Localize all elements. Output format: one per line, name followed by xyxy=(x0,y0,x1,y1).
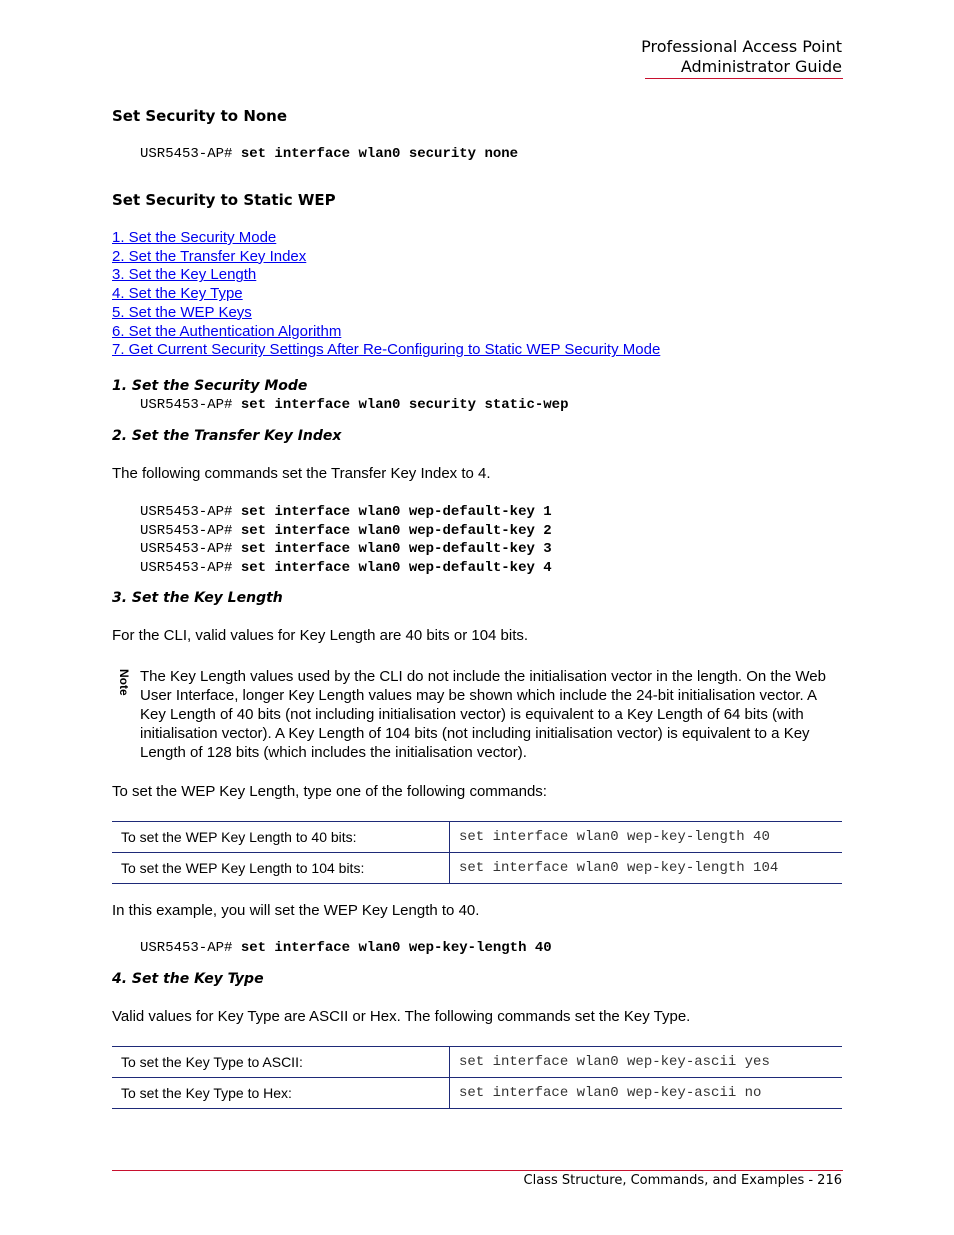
table-cell-label: To set the WEP Key Length to 104 bits: xyxy=(112,853,450,884)
heading-step2: 2. Set the Transfer Key Index xyxy=(112,428,342,444)
table-row xyxy=(112,822,842,853)
table-cell-command: set interface wlan0 wep-key-ascii yes xyxy=(450,1047,843,1078)
code-line xyxy=(140,540,552,559)
table-cell-command: set interface wlan0 wep-key-length 104 xyxy=(450,853,843,884)
cli-prompt: USR5453-AP# xyxy=(140,504,233,520)
step3-text3: In this example, you will set the WEP Key Length to 40. xyxy=(112,902,480,919)
table-cell-label: To set the Key Type to Hex: xyxy=(112,1078,450,1109)
code-line xyxy=(140,503,552,522)
cli-command: set interface wlan0 wep-default-key 3 xyxy=(240,541,552,558)
cli-prompt: USR5453-AP# xyxy=(140,397,233,413)
cli-command: set interface wlan0 wep-default-key 2 xyxy=(240,522,552,539)
cli-prompt: USR5453-AP# xyxy=(140,560,233,577)
header-rule xyxy=(645,78,843,79)
toc-link-auth-algorithm[interactable]: 6. Set the Authentication Algorithm xyxy=(112,322,342,340)
toc-link-key-type[interactable]: 4. Set the Key Type xyxy=(112,285,243,303)
footer-rule xyxy=(112,1170,843,1171)
cli-prompt: USR5453-AP# xyxy=(140,146,233,162)
table-row xyxy=(112,1047,842,1078)
cli-command: set interface wlan0 wep-key-length 40 xyxy=(240,940,552,956)
toc-link-current-settings[interactable]: 7. Get Current Security Settings After Re-Configuring to Static WEP Security Mode xyxy=(112,341,661,359)
cli-command: set interface wlan0 security static-wep xyxy=(240,397,569,413)
step3-text: For the CLI, valid values for Key Length are 40 bits or 104 bits. xyxy=(112,627,529,644)
step2-text: The following commands set the Transfer Key Index to 4. xyxy=(112,465,491,482)
cli-command: set interface wlan0 security none xyxy=(240,146,519,162)
table-cell-command: set interface wlan0 wep-key-length 40 xyxy=(450,822,843,853)
toc-links xyxy=(112,229,660,360)
page-footer: Class Structure, Commands, and Examples - 216 xyxy=(523,1173,842,1188)
key-length-table xyxy=(112,821,842,884)
header-title-line2: Administrator Guide xyxy=(680,57,842,76)
page-header xyxy=(641,37,842,77)
cli-prompt: USR5453-AP# xyxy=(140,522,233,539)
note-label: Note xyxy=(117,669,131,696)
key-type-table xyxy=(112,1046,842,1109)
toc-link-transfer-key-index[interactable]: 2. Set the Transfer Key Index xyxy=(112,247,307,265)
code-step1 xyxy=(140,397,568,413)
table-cell-label: To set the WEP Key Length to 40 bits: xyxy=(112,822,450,853)
table-row xyxy=(112,1078,842,1109)
toc-link-key-length[interactable]: 3. Set the Key Length xyxy=(112,266,257,284)
code-step3 xyxy=(140,940,552,956)
header-title-line1: Professional Access Point xyxy=(641,37,842,56)
heading-step4: 4. Set the Key Type xyxy=(112,971,264,987)
table-cell-label: To set the Key Type to ASCII: xyxy=(112,1047,450,1078)
heading-static-wep: Set Security to Static WEP xyxy=(112,191,336,209)
toc-link-security-mode[interactable]: 1. Set the Security Mode xyxy=(112,229,277,246)
cli-command: set interface wlan0 wep-default-key 4 xyxy=(240,560,552,577)
heading-step3: 3. Set the Key Length xyxy=(112,590,283,606)
code-line xyxy=(140,559,552,578)
cli-prompt: USR5453-AP# xyxy=(140,541,233,558)
code-step2 xyxy=(140,503,552,578)
table-row xyxy=(112,853,842,884)
heading-step1: 1. Set the Security Mode xyxy=(112,378,308,394)
cli-prompt: USR5453-AP# xyxy=(140,940,233,956)
toc-link-wep-keys[interactable]: 5. Set the WEP Keys xyxy=(112,303,252,321)
heading-security-none: Set Security to None xyxy=(112,107,288,125)
code-security-none xyxy=(140,146,518,162)
step4-text: Valid values for Key Type are ASCII or Hex. The following commands set the Key Type. xyxy=(112,1008,691,1025)
table-cell-command: set interface wlan0 wep-key-ascii no xyxy=(450,1078,843,1109)
step3-text2: To set the WEP Key Length, type one of the following commands: xyxy=(112,783,547,800)
code-line xyxy=(140,522,552,541)
cli-command: set interface wlan0 wep-default-key 1 xyxy=(240,504,552,520)
note-text: The Key Length values used by the CLI do not include the initialisation vector in the length. On the Web User Interface, longer Key Length values may be shown which include the 24-bit initialisation vector. A Key Length of 40 bits (not including initialisation vector) is equivalent to a Key Length of 64 bits (with initialisation vector). A Key Length of 104 bits (not including initialisation vector) is equivalent to a Key Length of 128 bits (which includes the initialisation vector). xyxy=(140,668,826,761)
